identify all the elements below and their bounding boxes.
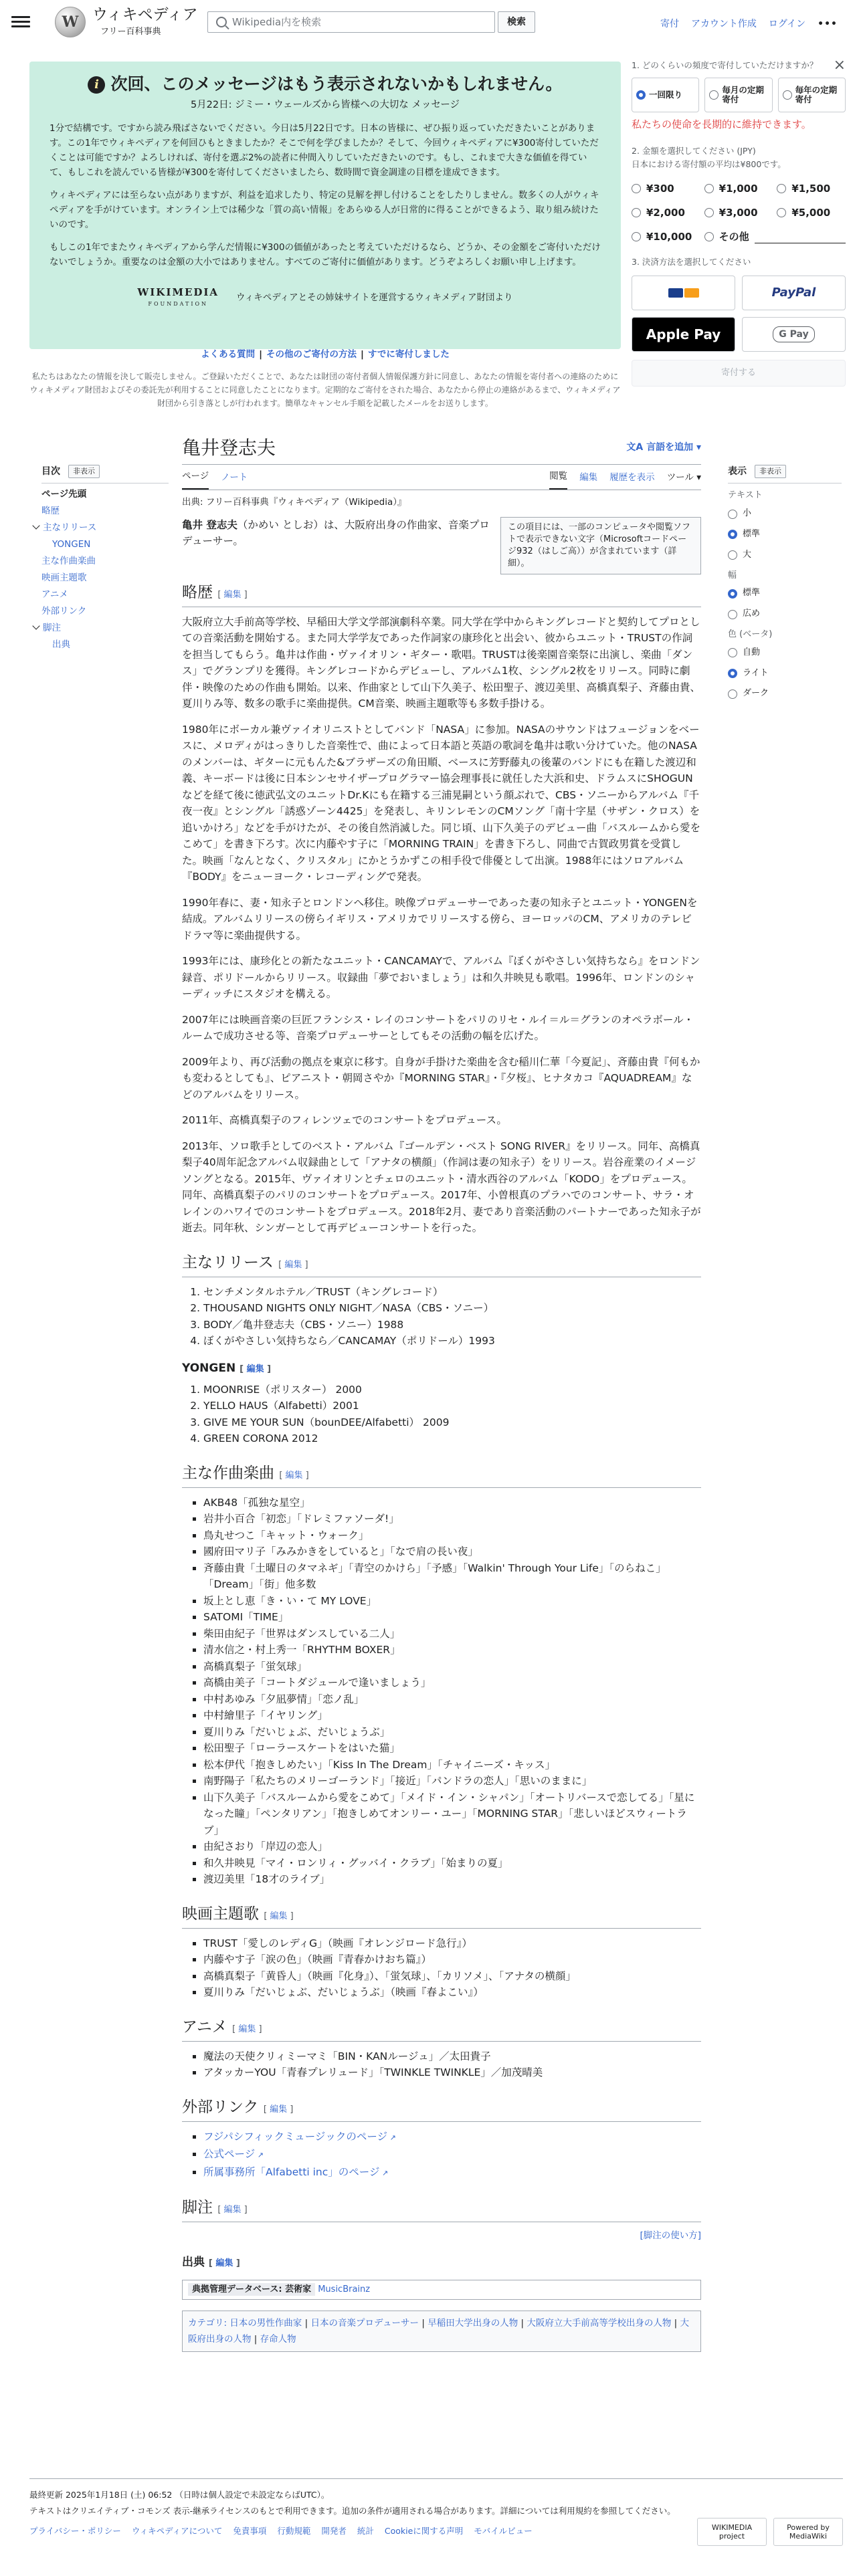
text-small-option[interactable]: 小 xyxy=(728,507,842,521)
list-item[interactable]: ▪ 柴田由紀子「世界はダンスしている二人」 xyxy=(203,1626,701,1642)
chevron-down-icon[interactable] xyxy=(32,623,39,630)
edit-link[interactable]: 編集 xyxy=(223,589,242,600)
edit-link[interactable]: 編集 xyxy=(223,2205,242,2216)
edit-link[interactable]: 編集 xyxy=(238,2024,256,2034)
wikimedia-logo: WIKIMEDIA FOUNDATION xyxy=(137,286,219,308)
banner-subtitle: 5月22日: ジミー・ウェールズから皆様への大切な メッセージ xyxy=(190,100,460,110)
bio-paragraph: 2007年には映画音楽の巨匠フランシス・レイのコンサートをパリのリセ・ルイ＝ル＝グランのオペラボール・ルームで成功させる等、音楽プロデューサーとしてもその活動の幅を広げた。 xyxy=(182,1013,694,1043)
tab-talk[interactable]: ノート xyxy=(221,472,248,484)
list-item[interactable]: ▪ 斉藤由貴「土曜日のタマネギ」「青空のかけら」「予感」「Walkin' Through Your Life」「のらねこ」「Dream」「街」他多数 xyxy=(203,1560,701,1593)
category-link[interactable]: 日本の男性作曲家 xyxy=(229,2318,302,2329)
page-tabs xyxy=(182,465,701,490)
toc-item[interactable]: 脚注 xyxy=(43,623,61,634)
width-wide-option[interactable]: 広め xyxy=(728,607,842,621)
film-list xyxy=(203,1935,701,2001)
donate-submit-button[interactable]: 寄付する xyxy=(632,360,846,387)
bio-paragraph: 2009年より、再び活動の拠点を東京に移す。自身が手掛けた楽曲を含む稲川仁華「今夏記」、斉藤由貴『何もかも変わるとしても』、ピアニスト・朝岡さやか『MORNING STAR』・『夕桜』、ヒナタカコ『AQUADREAM』などのアルバムをリリース。 xyxy=(182,1055,700,1101)
external-links xyxy=(203,2129,701,2182)
donate-link[interactable]: 寄付 xyxy=(660,19,679,29)
wikimedia-badge[interactable]: WIKIMEDIA project xyxy=(697,2518,767,2546)
more-icon[interactable]: ••• xyxy=(818,19,838,29)
notice-box: この項目には、一部のコンピュータや閲覧ソフトで表示できない文字（Microsoftコードページ932（はしご高））が含まれています（詳細）。 xyxy=(500,517,701,574)
text-size-label: テキスト xyxy=(728,490,763,501)
width-standard-option[interactable]: 標準 xyxy=(728,586,842,601)
donation-disclaimer: 私たちはあなたの情報を決して販売しません。ご登録いただくことで、あなたは財団の寄付者個人情報保護方針に同意し、あなたの情報を寄付者への連絡のためにウィキメディア財団およびその委託先が利用することに同意したことになります。定期的なご寄付をされた場合、あなたから停止の連絡があるまで、ウィキメディア財団から引き落としが行われます。簡単なキャンセル手順を記載したメールをお送りします。 xyxy=(29,372,621,408)
list-item[interactable]: ▪ 由紀さおり「岸辺の恋人」 xyxy=(203,1838,701,1855)
color-dark-option[interactable]: ダーク xyxy=(728,687,842,701)
subsection-heading: YONGEN [ 編集 ] xyxy=(182,1361,272,1375)
wordmark[interactable]: ウィキペディア xyxy=(92,6,198,23)
section-heading: アニメ [ 編集 ] xyxy=(182,2016,701,2042)
fundraising-banner xyxy=(29,62,621,349)
amount-option[interactable]: ¥3,000 xyxy=(704,205,773,221)
toc-title: 目次 xyxy=(41,466,60,477)
tab-page[interactable]: ページ xyxy=(182,469,209,490)
toc-item[interactable]: YONGEN xyxy=(52,539,91,550)
amount-option[interactable]: ¥2,000 xyxy=(632,205,700,221)
text-standard-option[interactable]: 標準 xyxy=(728,528,842,542)
list-item[interactable]: ▪ 松田聖子「ローラースケートをはいた猫」 xyxy=(203,1740,701,1757)
amount-option[interactable]: ¥1,000 xyxy=(704,181,773,197)
bio-paragraph: 1980年にボーカル兼ヴァイオリニストとしてバンド「NASA」に参加。NASAのサウンドはフュージョンをベースに、メロディがはっきりした音楽性で、曲によって日本語と英語の歌詞を亀井は歌い分けていた。他のNASAのメンバーは、ギターに元もんた&ブラザーズの角田順、ベースに芳野藤丸の後輩のバンドにも在籍した渡辺和義、キーボードは後に日本シンセサイザープログラマー協会理事長に就任した大浜和史、ドラムスにSHOGUNなどを経て後に徳武弘文のユニットDr.Kにも在籍する三浦晃嗣という顔ぶれで、CBS・ソニーからアルバム『千夜一夜』とシングル「誘惑ゾーン4425」を発表し、キリンレモンのCMソング「南十字星（サザン・クロス）を追いかけろ」などを手がけたが、その後自然消滅した。同じ頃、山下久美子のデビュー曲「バスルームから愛をこめて」を書き下ろす。次に内藤やす子に「MORNING TRAIN」を書き下ろし、同曲で古賀政男賞を受賞した。映画「なんとなく、クリスタル」にかとうかずこの相手役で俳優として出演。1988年にはソロアルバム『BODY』をニューヨーク・レコーディングで発表。 xyxy=(182,723,701,883)
banner-body xyxy=(50,121,601,270)
radio-icon xyxy=(636,90,646,100)
footer-link[interactable]: プライバシー・ポリシー xyxy=(29,2526,121,2536)
category-link[interactable]: 大阪府立大手前高等学校出身の人物 xyxy=(527,2318,672,2329)
article-source: 出典: フリー百科事典『ウィキペディア（Wikipedia）』 xyxy=(182,497,407,508)
list-item: 3. BODY／亀井登志夫（CBS・ソニー）1988 xyxy=(203,1317,701,1333)
list-item[interactable]: ▪ 夏川りみ「だいじょぶ、だいじょうぶ」 xyxy=(203,1724,701,1741)
payment-methods xyxy=(632,276,846,352)
section-heading: 脚注 [ 編集 ] xyxy=(182,2196,701,2222)
external-link[interactable]: フジパシフィックミュージックのページ ↗ xyxy=(203,2131,396,2143)
external-link[interactable]: 所属事務所「Alfabetti inc」のページ ↗ xyxy=(203,2166,388,2178)
categories-link[interactable]: カテゴリ: xyxy=(188,2318,227,2329)
list-item: 2. THOUSAND NIGHTS ONLY NIGHT／NASA（CBS・ソニー） xyxy=(203,1300,701,1317)
list-item[interactable]: ▪ 鳥丸せつこ「キャット・ウォーク」 xyxy=(203,1527,701,1544)
edit-link[interactable]: 編集 xyxy=(246,1364,264,1374)
appearance-panel xyxy=(728,464,842,708)
width-label: 幅 xyxy=(728,570,737,580)
category-box: カテゴリ: 日本の男性作曲家 | 日本の音楽プロデューサー | 早稲田大学出身の人物 | 大阪府立大手前高等学校出身の人物 | 大阪府出身の人物 | 存命人物 xyxy=(182,2311,701,2352)
tagline: フリー百科事典 xyxy=(100,27,161,37)
list-item: 1. センチメンタルホテル／TRUST（キングレコード） xyxy=(203,1284,701,1301)
footer-link[interactable]: 行動規範 xyxy=(277,2526,311,2536)
category-link[interactable]: 存命人物 xyxy=(260,2334,296,2345)
musicbrainz-link[interactable]: MusicBrainz xyxy=(318,2284,371,2294)
menu-icon[interactable] xyxy=(11,13,30,32)
banner-paragraph: 1分で結構です。ですから読み飛ばさないでください。今日は5月22日です。日本の皆様に、ぜひ振り返っていただきたいことがあります。この1年でウィキペディアを何回ひもときましたか？そこで何を学びましたか？そして、今回ウィキペディアに¥300寄付していただくことは可能ですか？よろしければ、寄付を選ぶ2%の読者に仲間入りしていただきたいのです。もし、これまで大きな価値を得ていて、もしこれを読んでいる皆様が¥300を寄付してくださいましたら、数時間で資金調達の目標を達成できます。 xyxy=(50,123,599,179)
already-donated-link[interactable]: すでに寄付しました xyxy=(367,349,450,360)
footer-link[interactable]: 免責事項 xyxy=(233,2526,267,2536)
list-item: 4. ぼくがやさしい気持ちなら／CANCAMAY（ポリドール）1993 xyxy=(203,1333,701,1350)
section-heading: 映画主題歌 [ 編集 ] xyxy=(182,1903,701,1929)
page-title: 亀井登志夫 xyxy=(182,428,701,465)
footer-link[interactable]: ウィキペディアについて xyxy=(131,2526,223,2536)
user-links xyxy=(660,17,838,31)
category-link[interactable]: 早稲田大学出身の人物 xyxy=(427,2318,518,2329)
wikipedia-logo[interactable]: W xyxy=(55,7,86,37)
donation-form xyxy=(632,59,846,407)
footer-link[interactable]: モバイルビュー xyxy=(474,2526,533,2536)
color-label: 色 (ベータ) xyxy=(728,629,773,639)
list-item[interactable]: ▪ 坂上とし恵「き・い・て MY LOVE」 xyxy=(203,1593,701,1610)
recurring-warning: 私たちの使命を長期的に維持できます。 xyxy=(632,118,812,130)
frequency-selector xyxy=(632,78,846,112)
toc-item[interactable]: 外部リンク xyxy=(41,606,87,617)
step2-label: 2. 金額を選択してください (JPY) 日本における寄付額の平均は¥800です。 xyxy=(632,146,786,169)
toc-item[interactable]: 主な作曲楽曲 xyxy=(41,556,96,567)
paypal-button[interactable]: PayPal xyxy=(742,276,846,310)
footer-link[interactable]: Cookieに関する声明 xyxy=(384,2526,464,2536)
chevron-down-icon[interactable] xyxy=(32,522,39,530)
last-updated: 最終更新 2025年1月18日 (土) 06:52 （日時は個人設定で未設定ならばUTC）。 xyxy=(29,2490,330,2500)
list-item[interactable]: ▪ 渡辺美里「18才のライブ」 xyxy=(203,1871,701,1888)
foundation-text: ウィキペディアとその姉妹サイトを運営するウィキメディア財団より xyxy=(236,292,513,304)
add-language-button[interactable]: 文A 言語を追加 ▾ xyxy=(626,442,701,453)
other-amount-input[interactable] xyxy=(755,230,846,243)
list-item[interactable]: ▪ 國府田マリ子「みみかきをしていると」「なで肩の長い夜」 xyxy=(203,1543,701,1560)
amount-option[interactable]: ¥5,000 xyxy=(777,205,846,221)
toc-item[interactable]: アニメ xyxy=(41,589,68,601)
anime-list xyxy=(203,2048,701,2081)
section-heading: 主なリリース [ 編集 ] xyxy=(182,1251,701,1277)
freq-yearly[interactable]: 毎年の定期寄付 xyxy=(778,78,846,112)
create-account-link[interactable]: アカウント作成 xyxy=(690,19,757,29)
toc-item[interactable]: ページ先頭 xyxy=(41,489,87,500)
category-link[interactable]: 大阪府出身の人物 xyxy=(188,2318,689,2345)
login-link[interactable]: ログイン xyxy=(768,19,806,29)
category-link[interactable]: 日本の音楽プロデューサー xyxy=(310,2318,419,2329)
text-large-option[interactable]: 大 xyxy=(728,548,842,562)
license-text: テキストはクリエイティブ・コモンズ 表示-継承ライセンスのもとで利用できます。追加の条件が適用される場合があります。詳細については利用規約を参照してください。 xyxy=(29,2506,676,2516)
amount-other[interactable]: その他 xyxy=(704,229,846,245)
step3-label: 3. 決済方法を選択してください xyxy=(632,257,751,267)
list-item[interactable]: ▪ AKB48「孤独な星空」 xyxy=(203,1495,701,1511)
tools-dropdown[interactable]: ツール ▾ xyxy=(666,472,701,484)
color-auto-option[interactable]: 自動 xyxy=(728,646,842,660)
lead-paragraph: 亀井 登志夫（かめい としお）は、大阪府出身の作曲家、音楽プロデューサー。 xyxy=(182,518,490,548)
bio-paragraph: 1990年春に、妻・知永子とロンドンへ移住。映像プロデューサーであった妻の知永子とユニット・YONGENを結成。アルバムリリースの傍らイギリス・アメリカでリリースする傍ら、ヨーロッパのCM、アメリカのテレビドラマ等に楽曲提供する。 xyxy=(182,896,698,942)
step1-label: 1. どのくらいの頻度で寄付していただけますか？ xyxy=(632,60,818,70)
banner-paragraph: もしこの1年でまたウィキペディアから学んだ情報に¥300の価値があったと考えていただけるなら、どうか、その金額をご寄付いただけないでしょうか。重要なのは金額の大小ではありません。すべてのご寄付に価値があります。どうぞよろしくお願い申し上げます。 xyxy=(50,242,601,268)
list-item: ▪ アタッカーYOU「青春プレリュード」「TWINKLE TWINKLE」／加茂晴美 xyxy=(203,2064,701,2081)
list-item[interactable]: ▪ 中村繪里子「イヤリング」 xyxy=(203,1707,701,1724)
footer-link[interactable]: 統計 xyxy=(357,2526,374,2536)
toc-item[interactable]: 主なリリース xyxy=(43,522,97,534)
section-heading: 主な作曲楽曲 [ 編集 ] xyxy=(182,1462,701,1488)
authority-control: 典拠管理データベース: 芸術家 MusicBrainz xyxy=(182,2280,701,2300)
edit-link[interactable]: 編集 xyxy=(285,1470,303,1481)
edit-link[interactable]: 編集 xyxy=(270,2104,288,2115)
freq-monthly[interactable]: 毎月の定期寄付 xyxy=(704,78,772,112)
toc-item[interactable]: 出典 xyxy=(52,639,70,651)
footer xyxy=(29,2478,843,2539)
list-item: 3. GIVE ME YOUR SUN（bounDEE/Alfabetti） 2009 xyxy=(203,1414,701,1431)
list-item[interactable]: ▪ 高橋由美子「コートダジュールで逢いましょう」 xyxy=(203,1675,701,1691)
banner-title: 次回、このメッセージはもう表示されないかもしれません。 xyxy=(110,74,563,94)
radio-icon xyxy=(783,90,792,100)
list-item: 4. GREEN CORONA 2012 xyxy=(203,1430,701,1447)
list-item: ▪ 魔法の天使クリィミーマミ「BIN・KANルージュ」／太田貴子 xyxy=(203,2048,701,2065)
subsection-heading: 出典 [ 編集 ] xyxy=(182,2255,240,2269)
release-list xyxy=(203,1284,701,1350)
faq-link[interactable]: よくある質問 xyxy=(201,349,256,360)
list-item[interactable]: ▪ 岩井小百合「初恋」「ドレミファソーダ!」 xyxy=(203,1511,701,1527)
edit-link[interactable]: 編集 xyxy=(270,1911,288,1921)
bio-paragraph: 2013年、ソロ歌手としてのベスト・アルバム『ゴールデン・ベスト SONG RIVER』をリリース。同年、高橋真梨子40周年記念アルバム収録曲として「アナタの横顔」（作詞は妻の知永子）をリリース。岩谷産業のイメージソングとなる。2015年、ヴァイオリンとチェロのユニット・清水西谷のアルバム「KODO」をプロデュース。同年、高橋真梨子のパリのコンサートをプロデュース。2017年、小曽根真のプラハでのコンサート、サラ・オレインのハワイでのコンサートをプロデュース。2018年2月、妻であり音楽活動のパートナーであった知永子が逝去。同年秋、シンガーとして再デビューコンサートを行った。 xyxy=(182,1140,701,1235)
other-ways-link[interactable]: その他のご寄付の方法 xyxy=(266,349,357,360)
section-heading: 略歴 [ 編集 ] xyxy=(182,581,701,607)
list-item[interactable]: ▪ 高橋真梨子「蛍気球」 xyxy=(203,1658,701,1675)
list-item: ▪ 内藤やす子「涙の色」（映画『青春かけおち篇』） xyxy=(203,1951,701,1968)
list-item[interactable]: ▪ 松本伊代「抱きしめたい」「Kiss In The Dream」「チャイニーズ・キッス」 xyxy=(203,1757,701,1774)
amount-option[interactable]: ¥10,000 xyxy=(632,229,700,245)
close-icon[interactable]: × xyxy=(833,57,846,74)
composition-list xyxy=(203,1495,701,1888)
radio-icon xyxy=(709,90,719,100)
appearance-hide-button[interactable]: 非表示 xyxy=(755,465,786,478)
footnote-help-link[interactable]: [脚注の使い方] xyxy=(640,2230,701,2242)
appearance-title: 表示 xyxy=(728,466,747,477)
table-of-contents xyxy=(41,464,169,655)
edit-link[interactable]: 編集 xyxy=(215,2258,233,2268)
header xyxy=(0,0,859,45)
tab-history[interactable]: 履歴を表示 xyxy=(609,472,655,484)
external-link[interactable]: 公式ページ ↗ xyxy=(203,2148,264,2160)
bio-paragraph: 大阪府立大手前高等学校、早稲田大学文学部演劇科卒業。同大学在学中からキングレコードと契約してプロとしての音楽活動を開始する。また同大学学友であった作詞家の康珍化と出会い、彼からユニット・TRUSTの作詞を担当してもらう。亀井は作曲・ヴァイオリン・ギター・歌唱。TRUSTは後楽園音楽祭に出演し、楽曲「ダンス」でグランプリを獲得。キングレコードからデビューし、アルバム1枚、シングル2枚をリリース。同時に劇伴・映像のための作曲も開始。以来、作曲家として山下久美子、松田聖子、渡辺美里、高橋真梨子、斉藤由貴、夏川りみ等、数多の歌手に楽曲提供。CM音楽、映画主題歌等も多数手掛ける。 xyxy=(182,615,701,710)
list-item[interactable]: ▪ 南野陽子「私たちのメリーゴーランド」「接近」「パンドラの恋人」「思いのままに」 xyxy=(203,1773,701,1790)
amount-options xyxy=(632,181,846,245)
info-icon: i xyxy=(88,76,105,94)
list-item[interactable]: ▪ 中村あゆみ「夕凪夢情」「恋ノ乱」 xyxy=(203,1691,701,1708)
list-item: ▪ 高橋真梨子「黄昏人」（映画『化身』）、「蛍気球」、「カリソメ」、「アナタの横顔」 xyxy=(203,1968,701,1985)
toc-item[interactable]: 略歴 xyxy=(41,506,60,517)
edit-link[interactable]: 編集 xyxy=(284,1259,302,1270)
freq-once[interactable]: 一回限り xyxy=(632,78,699,112)
bio-paragraph: 2011年、高橋真梨子のフィレンツェでのコンサートをプロデュース。 xyxy=(182,1114,507,1127)
color-light-option[interactable]: ライト xyxy=(728,667,842,681)
toc-item[interactable]: 映画主題歌 xyxy=(41,572,87,584)
list-item[interactable]: ▪ 山下久美子「バスルームから愛をこめて」「メイド・イン・シャパン」「オートリバースで恋してる」「星になった瞳」「ペンタリアン」「抱きしめてオンリー・ユー」「MORNING STAR」「悲しいほどスウィートラブ」 xyxy=(203,1790,701,1839)
amount-option[interactable]: ¥300 xyxy=(632,181,700,197)
banner-paragraph: ウィキペディアには至らない点がありますが、利益を追求したり、特定の見解を押し付けることをしたりしません。数多くの人がウィキペディアを手がけています。オンライン上では稀少な「質の高い情報」をあらゆる人が日常的に得ることができるよう、取り組み続けたいのです。 xyxy=(50,190,599,231)
search-placeholder: Wikipedia内を検索 xyxy=(232,16,322,28)
amount-option[interactable]: ¥1,500 xyxy=(777,181,846,197)
footer-link[interactable]: 開発者 xyxy=(321,2526,347,2536)
article xyxy=(182,425,701,2352)
list-item[interactable]: ▪ SATOMI「TIME」 xyxy=(203,1609,701,1626)
credit-card-button[interactable] xyxy=(632,276,735,310)
apple-pay-button[interactable]: Apple Pay xyxy=(632,317,735,352)
tab-read[interactable]: 閲覧 xyxy=(549,469,567,490)
list-item: 2. YELLO HAUS（Alfabetti）2001 xyxy=(203,1398,701,1414)
section-heading: 外部リンク [ 編集 ] xyxy=(182,2096,701,2122)
list-item[interactable]: ▪ 和久井映見「マイ・ロンリィ・グッバイ・クラブ」「始まりの夏」 xyxy=(203,1855,701,1872)
banner-links: よくある質問 | その他のご寄付の方法 | すでに寄付しました xyxy=(201,349,450,360)
mediawiki-badge[interactable]: Powered by MediaWiki xyxy=(773,2518,843,2546)
tab-edit[interactable]: 編集 xyxy=(579,472,598,484)
list-item: ▪ TRUST「愛しのレディG」（映画『オレンジロード急行』） xyxy=(203,1935,701,1952)
list-item: 1. MOONRISE（ポリスター） 2000 xyxy=(203,1382,701,1398)
list-item: ▪ 夏川りみ「だいじょぶ、だいじょうぶ」（映画『春よこい』） xyxy=(203,1984,701,2001)
bio-paragraph: 1993年には、康珍化との新たなユニット・CANCAMAYで、アルバム『ぼくがやさしい気持ちなら』をロンドン録音、ポリドールからリリース。収録曲「夢でおいましょう」は和久井映見も歌唱。1996年、ロンドンのシャーディッチにスタジオを構える。 xyxy=(182,955,700,1000)
search-button[interactable]: 検索 xyxy=(498,11,535,33)
search-icon xyxy=(216,17,227,27)
yongen-list xyxy=(203,1382,701,1447)
google-pay-button[interactable]: G Pay xyxy=(742,317,846,352)
list-item[interactable]: ▪ 清水信之・村上秀一「RHYTHM BOXER」 xyxy=(203,1642,701,1658)
toc-hide-button[interactable]: 非表示 xyxy=(68,465,100,478)
search-input[interactable] xyxy=(207,11,495,33)
